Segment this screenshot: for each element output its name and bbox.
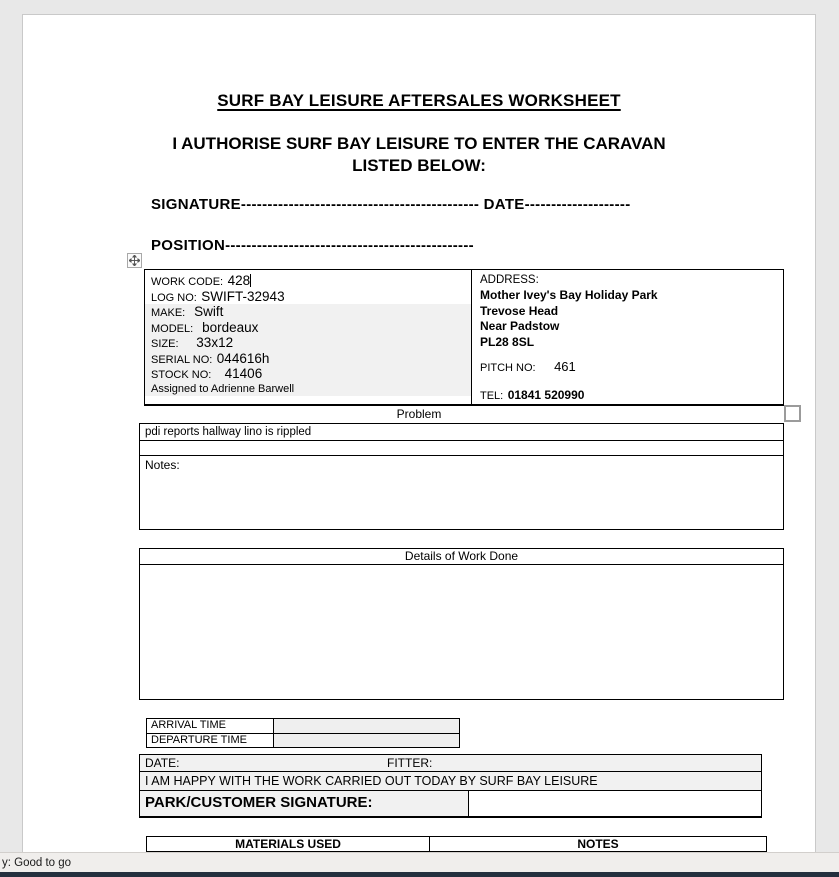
log-no-value[interactable]: SWIFT-32943 <box>201 288 285 304</box>
authorisation-text-line1: I AUTHORISE SURF BAY LEISURE TO ENTER THE CARAVAN <box>172 134 666 153</box>
table-move-handle-icon[interactable] <box>127 253 142 268</box>
happy-statement: I AM HAPPY WITH THE WORK CARRIED OUT TODAY BY SURF BAY LEISURE <box>140 772 761 791</box>
make-value[interactable]: Swift <box>194 304 224 319</box>
serial-no-field[interactable] <box>145 351 471 367</box>
notes-cell[interactable]: Notes: <box>145 458 180 472</box>
materials-table <box>146 836 767 852</box>
stock-no-field[interactable] <box>145 366 471 382</box>
departure-time-row <box>147 733 459 747</box>
tel-label: TEL: <box>480 390 504 402</box>
address-line: Mother Ivey's Bay Holiday Park <box>480 288 658 302</box>
customer-signature-label: PARK/CUSTOMER SIGNATURE: <box>140 791 469 816</box>
status-bar <box>0 852 839 872</box>
pitch-no-label: PITCH NO: <box>480 362 536 374</box>
log-no-label: LOG NO: <box>151 291 197 304</box>
stock-no-label: STOCK NO: <box>151 369 212 381</box>
size-field[interactable] <box>145 335 471 351</box>
address-line: PL28 8SL <box>480 334 535 349</box>
tel-field[interactable] <box>480 388 584 402</box>
pitch-no-value[interactable]: 461 <box>554 359 576 374</box>
problem-section-header: Problem <box>396 407 442 421</box>
text-cursor <box>250 274 251 287</box>
details-of-work-entry-cell[interactable] <box>140 565 783 699</box>
serial-no-value[interactable]: 044616h <box>216 350 270 366</box>
log-no-field[interactable] <box>145 289 471 305</box>
problem-empty-cell[interactable] <box>140 441 783 456</box>
accessibility-status[interactable]: y: Good to go <box>2 856 72 869</box>
size-label: SIZE: <box>151 338 179 350</box>
caravan-info-left-cell[interactable] <box>145 270 472 404</box>
date-fitter-row <box>140 755 761 772</box>
materials-header-row <box>147 837 766 852</box>
size-value[interactable]: 33x12 <box>196 335 234 350</box>
fitter-field[interactable]: FITTER: <box>387 756 433 770</box>
position-line: POSITION----------------------------------------------- <box>151 237 474 254</box>
model-label: MODEL: <box>151 322 194 335</box>
model-value[interactable]: bordeaux <box>202 319 259 335</box>
authorisation-text-line2: LISTED BELOW: <box>352 156 486 175</box>
pitch-no-field[interactable] <box>480 359 783 375</box>
work-code-field[interactable] <box>145 273 471 289</box>
times-table <box>146 718 460 748</box>
address-line: Near Padstow <box>480 319 560 333</box>
serial-no-label: SERIAL NO: <box>151 353 213 366</box>
arrival-time-value-cell[interactable] <box>274 719 459 733</box>
work-code-label: WORK CODE: <box>151 276 224 288</box>
customer-signature-cell[interactable] <box>469 791 761 816</box>
work-code-value[interactable]: 428 <box>227 273 251 288</box>
problem-entry-cell[interactable]: pdi reports hallway lino is rippled <box>140 424 783 441</box>
materials-used-header: MATERIALS USED <box>147 837 430 851</box>
departure-time-label: DEPARTURE TIME <box>147 734 274 747</box>
stock-no-value[interactable]: 41406 <box>224 366 263 381</box>
tel-value[interactable]: 01841 520990 <box>507 388 585 402</box>
signature-date-line: SIGNATURE--------------------------------------------- DATE-------------------- <box>151 196 631 213</box>
problem-table <box>139 423 784 530</box>
address-label: ADDRESS: <box>480 274 539 286</box>
address-line: Trevose Head <box>480 303 559 318</box>
make-field[interactable] <box>145 304 471 320</box>
assigned-note: Assigned to Adrienne Barwell <box>151 382 295 395</box>
departure-time-value-cell[interactable] <box>274 734 459 747</box>
signature-table <box>139 754 762 818</box>
customer-signature-row <box>140 791 761 816</box>
taskbar-edge <box>0 872 839 877</box>
address-cell[interactable] <box>472 270 783 404</box>
arrival-time-label: ARRIVAL TIME <box>147 719 274 733</box>
shaded-field-block <box>145 304 471 396</box>
date-field[interactable]: DATE: <box>145 756 180 770</box>
caravan-info-table <box>144 269 784 406</box>
table-resize-handle[interactable] <box>784 405 801 422</box>
document-page[interactable] <box>22 14 816 852</box>
materials-notes-header: NOTES <box>577 837 619 851</box>
arrival-time-row <box>147 719 459 733</box>
details-of-work-header: Details of Work Done <box>140 549 783 565</box>
page-title: SURF BAY LEISURE AFTERSALES WORKSHEET <box>217 91 621 110</box>
details-of-work-table <box>139 548 784 700</box>
model-field[interactable] <box>145 320 471 336</box>
make-label: MAKE: <box>151 307 186 319</box>
